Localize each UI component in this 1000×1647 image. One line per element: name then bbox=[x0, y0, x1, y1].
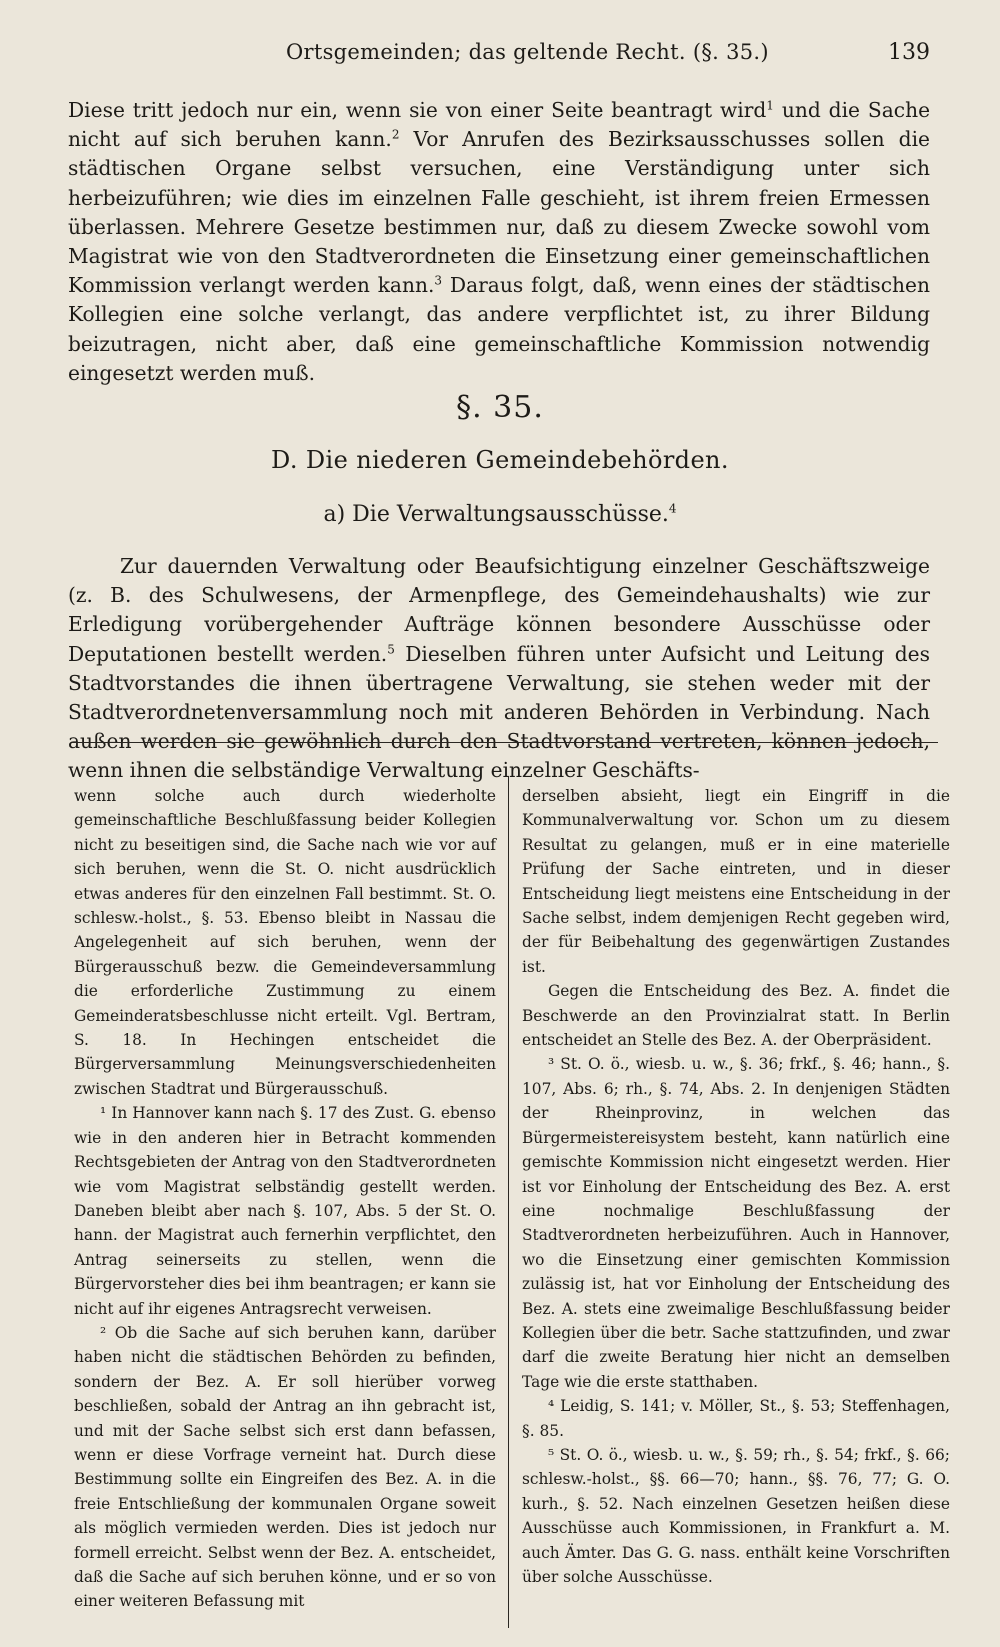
footnote-continuation: wenn solche auch durch wiederholte gemeinschaftliche Beschlußfassung beider Kollegien nicht zu beseitigen sind, die Sache nach wie vor auf sich beruhen, wenn die St. O. nicht ausdrücklich etwas anderes für den einzelnen Fall bestimmt. St. O. schlesw.-holst., §. 53. Ebenso bleibt in Nassau die Angelegenheit auf sich beruhen, wenn der Bürgerausschuß bezw. die Gemeindeversammlung die erforderliche Zustimmung zu einem Gemeinderatsbeschlusse nicht erteilt. Vgl. Bertram, S. 18. In Hechingen entscheidet die Bürgerversammlung Meinungsverschiedenheiten zwischen Stadtrat und Bürgerausschuß. bbox=[74, 787, 496, 1098]
subsection-title-text: a) Die Verwaltungsausschüsse. bbox=[323, 502, 669, 527]
footnote-3: ³ St. O. ö., wiesb. u. w., §. 36; frkf., §. 46; hann., §. 107, Abs. 6; rh., §. 74, Abs. 2. In denjenigen Städten der Rheinprovinz, in welchen das Bürgermeistereisystem besteht, kann natürlich eine gemischte Kommission nicht eingesetzt werden. Hier ist vor Einholung der Entscheidung des Bez. A. erst eine nochmalige Beschlußfassung der Stadtverordneten herbeizuführen. Auch in Hannover, wo die Einsetzung einer gemischten Kommission zulässig ist, hat vor Einholung der Entscheidung des Bez. A. stets eine zweimalige Beschlußfassung beider Kollegien über die betr. Sache stattzufinden, und zwar darf die zweite Beratung hier nicht an demselben Tage wie die erste statthaben. bbox=[522, 1055, 950, 1391]
continuation-text-b: und die Sache nicht auf sich beruhen kann. bbox=[68, 98, 931, 152]
footnote-5: ⁵ St. O. ö., wiesb. u. w., §. 59; rh., §. 54; frkf., §. 66; schlesw.-holst., §§. 66—70; hann., §§. 76, 77; G. O. kurh., §. 52. Nach einzelnen Gesetzen heißen diese Ausschüsse auch Kommissionen, in Frankfurt a. M. auch Ämter. Das G. G. nass. enthält keine Vorschriften über solche Ausschüsse. bbox=[522, 1445, 950, 1586]
continuation-text-d: Daraus folgt, daß, wenn eines der städtischen Kollegien eine solche verlangt, das andere verpflichtet ist, zu ihrer Bildung beizutragen, nicht aber, daß eine gemeinschaftliche Kommission notwendig eingesetzt werden muß. bbox=[68, 273, 930, 385]
section-title: D. Die niederen Gemeindebehörden. bbox=[271, 446, 729, 474]
footnotes-left-column bbox=[74, 784, 496, 1614]
footnote-2-continuation: derselben absieht, liegt ein Eingriff in die Kommunalverwaltung vor. Schon um zu diesem Resultat zu gelangen, muß er in eine materielle Prüfung der Sache eintreten, und in dieser Entscheidung liegt meistens eine Entscheidung in der Sache selbst, indem demjenigen Recht gegeben wird, der für Beibehaltung des gegenwärtigen Zustandes ist. bbox=[522, 787, 950, 976]
running-head: Ortsgemeinden; das geltende Recht. (§. 35.) bbox=[286, 40, 769, 64]
continuation-paragraph bbox=[68, 96, 930, 388]
paragraph-text-a: Zur dauernden Verwaltung oder Beaufsichtigung einzelner Geschäftszweige (z. B. des Schulwesens, der Armenpflege, des Gemeindehaushalts) wie zur Erledigung vorübergehender Aufträge können besondere Ausschüsse oder Deputationen bestellt werden. bbox=[68, 554, 930, 666]
footnote-2-paragraph: Gegen die Entscheidung des Bez. A. findet die Beschwerde an den Provinzialrat statt. In Berlin entscheidet an Stelle des Bez. A. der Oberpräsident. bbox=[522, 982, 950, 1050]
subsection-title bbox=[0, 502, 1000, 527]
column-divider bbox=[508, 776, 509, 1628]
page-number: 139 bbox=[888, 40, 930, 65]
main-text-bottom bbox=[68, 552, 930, 786]
body-paragraph bbox=[68, 552, 930, 786]
continuation-text-c: Vor Anrufen des Bezirksausschusses sollen die städtischen Organe selbst versuchen, eine Verständigung unter sich herbeizuführen; wie dies im einzelnen Falle geschieht, ist ihrem freien Ermessen überlassen. Mehrere Gesetze bestimmen nur, daß zu diesem Zwecke sowohl vom Magistrat wie von den Stadtverordneten die Einsetzung einer gemeinschaftlichen Kommission verlangt werden kann. bbox=[68, 127, 931, 298]
footnote-marker: 3 bbox=[434, 273, 443, 288]
page-header bbox=[68, 40, 930, 74]
footnote-separator bbox=[72, 742, 938, 743]
paragraph-text-b: Dieselben führen unter Aufsicht und Leitung des Stadtvorstandes die ihnen übertragene Verwaltung, sie stehen weder mit der Stadtverordnetenversammlung noch mit anderen Behörden in Verbindung. Nach außen werden sie gewöhnlich durch den Stadtvorstand vertreten, können jedoch, wenn ihnen die selbständige Verwaltung einzelner Geschäfts- bbox=[68, 641, 930, 783]
footnotes-right-column bbox=[522, 784, 950, 1589]
footnote-2: ² Ob die Sache auf sich beruhen kann, darüber haben nicht die städtischen Behörden zu befinden, sondern der Bez. A. Er soll hierüber vorweg beschließen, sobald der Antrag an ihn gebracht ist, und mit der Sache selbst sich erst dann befassen, wenn er diese Vorfrage verneint hat. Durch diese Bestimmung sollte ein Eingreifen des Bez. A. in die freie Entschließung der kommunalen Organe soweit als möglich vermieden werden. Dies ist jedoch nur formell erreicht. Selbst wenn der Bez. A. entscheidet, daß die Sache auf sich beruhen könne, und er so von einer weiteren Befassung mit bbox=[74, 1323, 496, 1611]
continuation-text-a: Diese tritt jedoch nur ein, wenn sie von einer Seite beantragt wird bbox=[68, 98, 767, 122]
footnote-marker: 4 bbox=[668, 501, 677, 516]
footnote-4: ⁴ Leidig, S. 141; v. Möller, St., §. 53; Steffenhagen, §. 85. bbox=[522, 1397, 950, 1440]
main-text-top bbox=[68, 96, 930, 388]
footnote-1: ¹ In Hannover kann nach §. 17 des Zust. G. ebenso wie in den anderen hier in Betracht kommenden Rechtsgebieten der Antrag von den Stadtverordneten wie vom Magistrat selbständig gestellt werden. Daneben bleibt aber nach §. 107, Abs. 5 der St. O. hann. der Magistrat auch fernerhin verpflichtet, den Antrag seinerseits zu stellen, wenn die Bürgervorsteher dies bei ihm beantragen; er kann sie nicht auf ihr eigenes Antragsrecht verweisen. bbox=[74, 1104, 496, 1318]
section-number: §. 35. bbox=[456, 390, 544, 425]
footnote-marker: 1 bbox=[766, 98, 774, 113]
footnote-marker: 2 bbox=[391, 127, 400, 142]
footnote-marker: 5 bbox=[387, 641, 395, 656]
